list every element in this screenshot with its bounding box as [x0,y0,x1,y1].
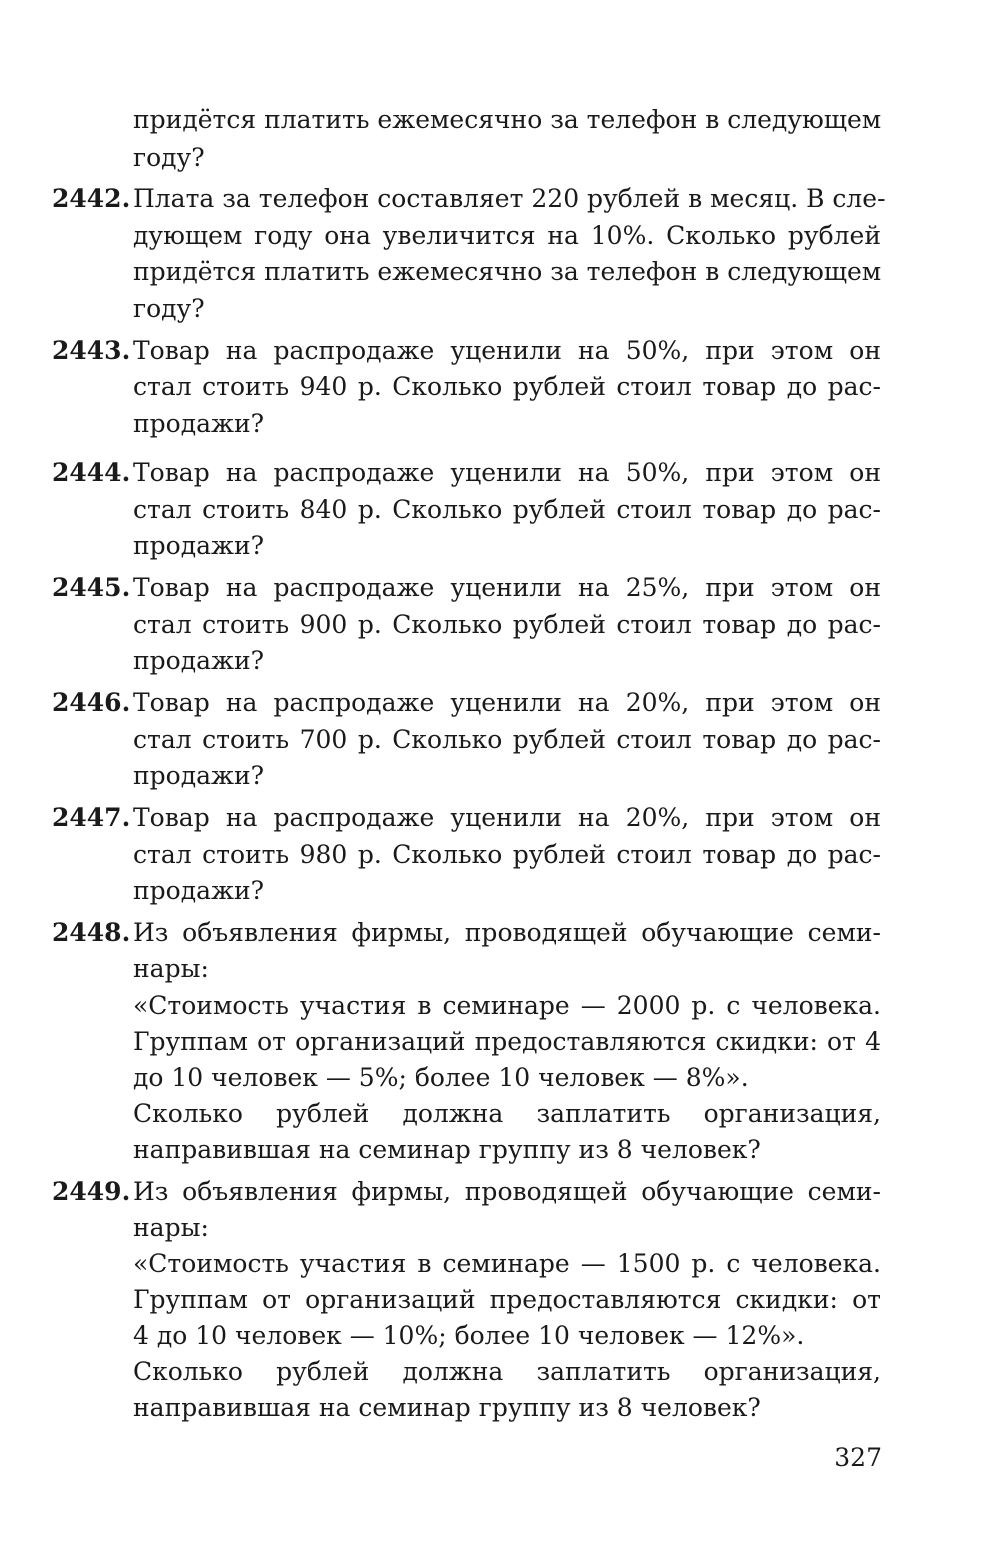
problem-number: 2446. [52,688,131,717]
problem-number: 2442. [52,184,131,213]
problem-line: Из объявления фирмы, проводящей обучающие семи- [133,918,881,947]
problem-line: продажи? [133,409,265,438]
problem-line: «Стоимость участия в семинаре — 1500 р. с человека. [133,1249,881,1278]
problem-line: направившая на семинар группу из 8 человек? [133,1393,761,1422]
problem-line: стал стоить 900 р. Сколько рублей стоил товар до рас- [133,610,881,639]
problem-line: Группам от организаций предоставляются скидки: от [133,1285,881,1314]
problem-line: стал стоить 840 р. Сколько рублей стоил товар до рас- [133,495,881,524]
problem-line: Группам от организаций предоставляются скидки: от 4 [133,1027,881,1056]
problem-line: Товар на распродаже уценили на 20%, при этом он [133,688,881,717]
continuation-line: придётся платить ежемесячно за телефон в следующем [133,105,882,134]
problem-line: дующем году она увеличится на 10%. Сколько рублей [133,221,881,250]
problem-number: 2447. [52,803,131,832]
problem-line: до 10 человек — 5%; более 10 человек — 8%». [133,1063,749,1092]
problem-line: нары: [133,954,209,983]
problem-line: Товар на распродаже уценили на 20%, при этом он [133,803,881,832]
problem-line: Товар на распродаже уценили на 25%, при этом он [133,573,881,602]
problem-line: году? [133,294,205,323]
problem-line: стал стоить 940 р. Сколько рублей стоил товар до рас- [133,372,881,401]
problem-line: Товар на распродаже уценили на 50%, при этом он [133,458,881,487]
problem-line: придётся платить ежемесячно за телефон в следующем [133,257,882,286]
problem-number: 2449. [52,1177,131,1206]
problem-line: продажи? [133,531,265,560]
problem-line: 4 до 10 человек — 10%; более 10 человек — 12%». [133,1321,805,1350]
problem-line: продажи? [133,761,265,790]
problem-line: Сколько рублей должна заплатить организация, [133,1357,881,1386]
problem-number: 2444. [52,458,131,487]
problem-line: направившая на семинар группу из 8 человек? [133,1135,761,1164]
problem-line: стал стоить 700 р. Сколько рублей стоил товар до рас- [133,725,881,754]
problem-number: 2443. [52,336,131,365]
problem-line: Плата за телефон составляет 220 рублей в месяц. В сле- [133,184,886,213]
problem-line: Из объявления фирмы, проводящей обучающие семи- [133,1177,881,1206]
problem-line: продажи? [133,646,265,675]
page-number: 327 [834,1443,882,1472]
problem-number: 2448. [52,918,131,947]
problem-line: нары: [133,1213,209,1242]
continuation-line: году? [133,143,205,172]
problem-line: стал стоить 980 р. Сколько рублей стоил товар до рас- [133,840,881,869]
problem-line: Товар на распродаже уценили на 50%, при этом он [133,336,881,365]
problem-number: 2445. [52,573,131,602]
problem-line: «Стоимость участия в семинаре — 2000 р. с человека. [133,991,881,1020]
problem-line: продажи? [133,876,265,905]
problem-line: Сколько рублей должна заплатить организация, [133,1099,881,1128]
